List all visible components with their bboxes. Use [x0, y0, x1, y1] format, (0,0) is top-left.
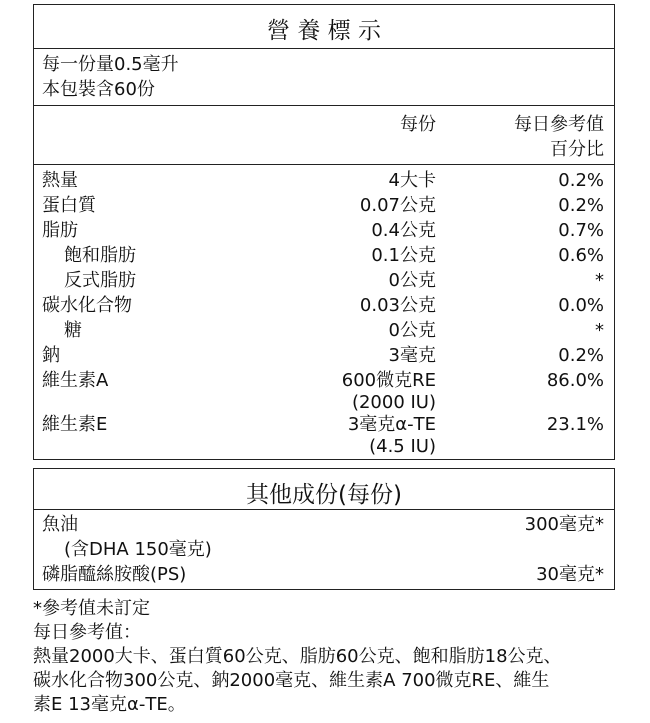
- ingredient-name: 磷脂醯絲胺酸(PS): [42, 564, 187, 585]
- nutrient-daily-value: 0.2%: [558, 195, 604, 216]
- nutrient-daily-value: *: [595, 270, 604, 291]
- column-header-daily-value-percent: 百分比: [550, 139, 604, 160]
- nutrient-daily-value: 0.2%: [558, 345, 604, 366]
- footnote-reference-values: 熱量2000大卡、蛋白質60公克、脂肪60公克、飽和脂肪18公克、: [33, 646, 562, 667]
- nutrient-daily-value: *: [595, 320, 604, 341]
- nutrient-name: 糖: [64, 320, 82, 341]
- nutrient-name: 飽和脂肪: [64, 245, 136, 266]
- ingredient-amount: 30毫克*: [536, 564, 604, 585]
- nutrient-daily-value: 86.0%: [546, 370, 604, 391]
- column-header-per-serving: 每份: [400, 114, 436, 135]
- nutrient-amount-iu: (2000 IU): [351, 392, 436, 413]
- nutrient-name: 蛋白質: [42, 195, 96, 216]
- nutrient-amount: 0.03公克: [359, 295, 436, 316]
- servings-per-pack: 本包裝含60份: [42, 79, 155, 100]
- nutrient-name: 鈉: [42, 345, 60, 366]
- other-ingredients-table: [33, 468, 615, 590]
- ingredient-name: 魚油: [42, 514, 78, 535]
- ingredient-subnote: (含DHA 150毫克): [64, 539, 212, 560]
- nutrient-name: 維生素E: [42, 414, 108, 435]
- nutrient-name: 脂肪: [42, 220, 78, 241]
- serving-size: 每一份量0.5毫升: [42, 54, 179, 75]
- nutrient-daily-value: 0.2%: [558, 170, 604, 191]
- nutrient-name: 維生素A: [42, 370, 109, 391]
- nutrient-daily-value: 0.6%: [558, 245, 604, 266]
- divider: [34, 48, 614, 49]
- nutrient-daily-value: 0.0%: [558, 295, 604, 316]
- nutrient-amount: 3毫克α-TE: [347, 414, 436, 435]
- other-ingredients-title: 其他成份(每份): [246, 482, 402, 508]
- column-header-daily-value: 每日參考值: [514, 114, 604, 135]
- nutrient-name: 反式脂肪: [64, 270, 136, 291]
- nutrient-amount: 0.1公克: [371, 245, 436, 266]
- nutrition-facts-table: [33, 4, 615, 460]
- nutrient-amount: 4大卡: [388, 170, 436, 191]
- nutrient-name: 碳水化合物: [42, 295, 132, 316]
- divider: [34, 164, 614, 165]
- nutrient-amount: 600微克RE: [341, 370, 436, 391]
- nutrient-amount: 0.4公克: [371, 220, 436, 241]
- footnotes: [33, 597, 633, 717]
- footnote-reference-heading: 每日參考值：: [33, 622, 141, 643]
- nutrient-daily-value: 0.7%: [558, 220, 604, 241]
- divider: [34, 105, 614, 106]
- ingredient-amount: 300毫克*: [524, 514, 604, 535]
- nutrient-amount: 0公克: [388, 320, 436, 341]
- nutrient-daily-value: 23.1%: [546, 414, 604, 435]
- footnote-reference-values: 素E 13毫克α-TE。: [33, 694, 186, 715]
- divider: [34, 509, 614, 510]
- nutrient-amount-iu: (4.5 IU): [369, 436, 436, 457]
- nutrient-amount: 0公克: [388, 270, 436, 291]
- nutrient-amount: 3毫克: [388, 345, 436, 366]
- footnote-reference-values: 碳水化合物300公克、鈉2000毫克、維生素A 700微克RE、維生: [33, 670, 550, 691]
- nutrient-amount: 0.07公克: [359, 195, 436, 216]
- nutrition-title: 營 養 標 示: [267, 18, 381, 44]
- footnote-undefined: *參考值未訂定: [33, 598, 150, 619]
- nutrient-name: 熱量: [42, 170, 78, 191]
